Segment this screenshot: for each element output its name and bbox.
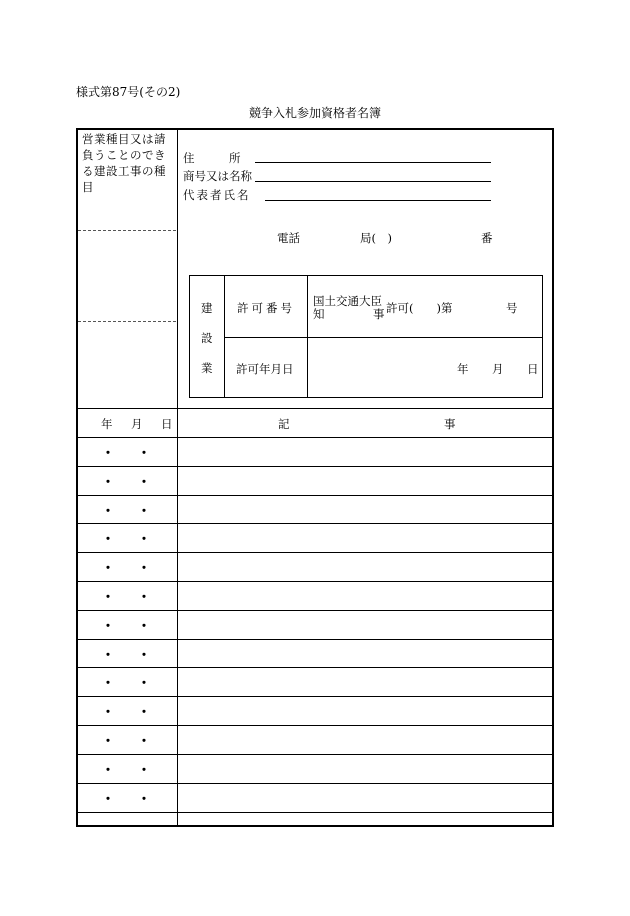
row-dot-day: ・ — [137, 676, 151, 693]
row-dot-day: ・ — [137, 446, 151, 462]
table-row-divider — [78, 639, 554, 640]
records-header-ki: 記 — [278, 417, 290, 431]
records-bottom-line — [78, 812, 554, 813]
permit-authority-top: 国土交通大臣 — [313, 294, 382, 308]
address-label: 住 所 — [183, 151, 241, 165]
row-dot-day: ・ — [137, 532, 151, 549]
table-row-divider — [78, 725, 554, 726]
row-dot-month: ・ — [101, 734, 115, 750]
table-row-divider — [78, 610, 554, 611]
row-dot-month: ・ — [101, 618, 115, 635]
records-header-ji: 事 — [444, 417, 456, 431]
permit-text: 許可( )第 — [386, 301, 453, 315]
row-dot-month: ・ — [101, 590, 115, 606]
form-number: 様式第87号(その2) — [76, 85, 181, 99]
row-dot-day: ・ — [137, 503, 151, 520]
column-divider — [177, 129, 178, 826]
row-dot-day: ・ — [137, 561, 151, 578]
table-row-divider — [78, 466, 554, 467]
row-dot-day: ・ — [137, 791, 151, 808]
table-row-divider — [78, 437, 554, 438]
row-dot-month: ・ — [101, 561, 115, 578]
records-header-day: 日 — [161, 417, 173, 431]
table-row-divider — [78, 523, 554, 524]
trade-name-line[interactable] — [255, 181, 491, 182]
permit-number-label: 許可番号 — [237, 301, 295, 315]
phone-label: 電話 — [277, 231, 300, 245]
table-row-divider — [78, 581, 554, 582]
phone-office: 局( ) — [360, 231, 392, 245]
row-dot-month: ・ — [101, 532, 115, 549]
construction-char-2: 設 — [201, 331, 213, 345]
row-dot-day: ・ — [137, 762, 151, 779]
business-type-header: 営業種目又は請負うことのできる建設工事の種目 — [82, 132, 166, 194]
permit-date-year: 年 — [457, 362, 469, 376]
representative-line[interactable] — [265, 200, 491, 201]
representative-label: 代表者氏名 — [183, 188, 251, 202]
records-header-year: 年 — [101, 417, 113, 431]
row-dot-month: ・ — [101, 762, 115, 779]
phone-number-suffix: 番 — [481, 231, 493, 245]
construction-char-3: 業 — [201, 361, 213, 375]
row-dot-month: ・ — [101, 705, 115, 722]
records-top-line — [78, 408, 554, 409]
row-dot-day: ・ — [137, 647, 151, 664]
table-row-divider — [78, 783, 554, 784]
document-title: 競争入札参加資格者名簿 — [248, 106, 381, 120]
row-dot-month: ・ — [101, 474, 115, 491]
table-row-divider — [78, 552, 554, 553]
trade-name-label: 商号又は名称 — [183, 169, 252, 183]
permit-authority-bottom-left: 知 — [313, 307, 325, 321]
row-dot-day: ・ — [137, 618, 151, 635]
permit-go: 号 — [506, 301, 518, 315]
table-row-divider — [78, 495, 554, 496]
inner-row-divider — [225, 337, 542, 338]
row-dot-month: ・ — [101, 791, 115, 808]
table-row-divider — [78, 696, 554, 697]
dashed-separator — [78, 321, 176, 322]
row-dot-day: ・ — [137, 734, 151, 750]
row-dot-month: ・ — [101, 647, 115, 664]
permit-date-day: 日 — [527, 362, 539, 376]
address-line[interactable] — [255, 162, 491, 163]
row-dot-day: ・ — [137, 590, 151, 606]
permit-date-month: 月 — [492, 362, 504, 376]
records-header-month: 月 — [131, 417, 143, 431]
row-dot-month: ・ — [101, 676, 115, 693]
construction-char-1: 建 — [201, 301, 213, 315]
row-dot-month: ・ — [101, 503, 115, 520]
row-dot-day: ・ — [137, 474, 151, 491]
permit-date-label: 許可年月日 — [236, 362, 294, 376]
row-dot-day: ・ — [137, 705, 151, 722]
permit-authority-bottom-right: 事 — [373, 307, 385, 321]
table-row-divider — [78, 667, 554, 668]
row-dot-month: ・ — [101, 446, 115, 462]
dashed-separator — [78, 230, 176, 231]
table-row-divider — [78, 754, 554, 755]
